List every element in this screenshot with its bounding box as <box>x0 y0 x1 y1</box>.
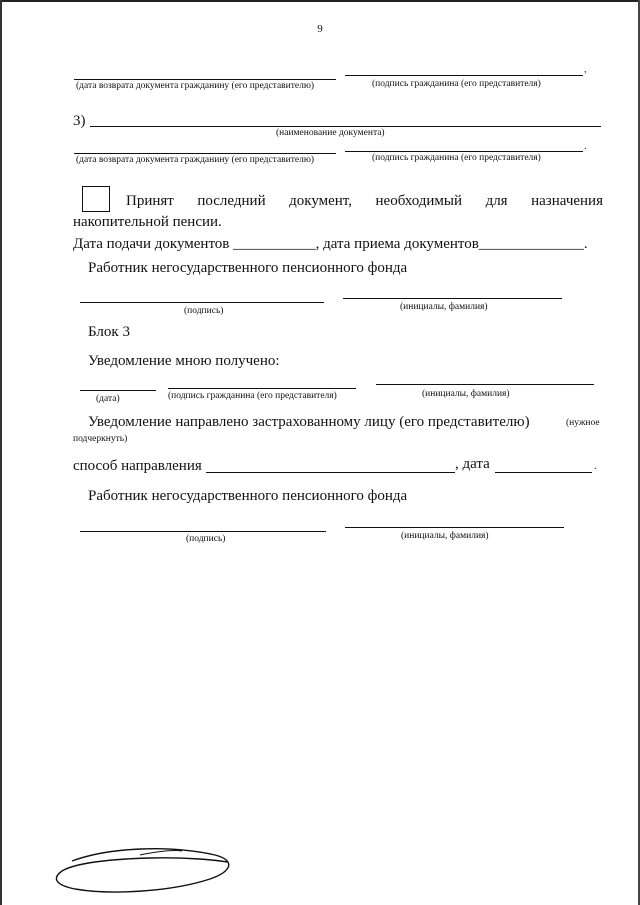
block-3-title: Блок 3 <box>88 324 130 340</box>
item-3-number: 3) <box>73 113 86 129</box>
handwritten-signature <box>50 845 250 897</box>
worker-initials-line-2[interactable] <box>345 527 564 528</box>
accepted-word-4: необходимый <box>375 193 463 209</box>
document-name-line[interactable] <box>90 126 601 127</box>
accepted-text-line-2: накопительной пенсии. <box>73 214 222 230</box>
received-date-line[interactable] <box>80 390 156 391</box>
citizen-signature-caption-1: (подпись гражданина (его представителя) <box>372 79 541 89</box>
received-label: Уведомление мною получено: <box>88 353 280 369</box>
worker-heading-1: Работник негосударственного пенсионного фонда <box>88 260 408 276</box>
page-left-edge <box>0 0 2 905</box>
dot-mark: . <box>584 141 587 152</box>
accepted-text-line-1 <box>126 193 603 210</box>
accepted-word-2: последний <box>197 193 266 209</box>
accepted-word-6: назначения <box>531 193 603 209</box>
citizen-signature-line-2[interactable] <box>345 151 583 152</box>
worker-signature-line-1[interactable] <box>80 302 324 303</box>
received-initials-caption: (инициалы, фамилия) <box>422 389 510 399</box>
received-date-caption: (дата) <box>96 394 120 404</box>
worker-signature-line-2[interactable] <box>80 531 326 532</box>
return-date-line-2[interactable] <box>74 153 336 154</box>
accepted-word-1: Принят <box>126 193 174 209</box>
notification-sent-text: Уведомление направлено застрахованному лицу (его представителю) <box>88 414 530 430</box>
worker-initials-line-1[interactable] <box>343 298 562 299</box>
accepted-word-3: документ, <box>289 193 352 209</box>
worker-signature-caption-1: (подпись) <box>184 306 224 316</box>
received-signature-line[interactable] <box>168 388 356 389</box>
return-date-caption-2: (дата возврата документа гражданину (его представителю) <box>76 155 315 165</box>
accepted-word-5: для <box>485 193 508 209</box>
page-top-edge <box>0 0 640 2</box>
comma-mark: , <box>584 64 587 75</box>
notification-date-label: , дата <box>455 456 490 472</box>
return-date-caption-1: (дата возврата документа гражданину (его представителю) <box>76 81 315 91</box>
accepted-checkbox[interactable] <box>82 186 110 212</box>
notification-date-line[interactable] <box>495 472 592 473</box>
worker-signature-caption-2: (подпись) <box>186 534 226 544</box>
submission-dates-line: Дата подачи документов ___________, дата приема документов______________. <box>73 236 588 252</box>
worker-initials-caption-2: (инициалы, фамилия) <box>401 531 489 541</box>
underline-note-part-1: (нужное <box>566 418 600 428</box>
method-label: способ направления <box>73 458 202 474</box>
received-signature-caption: (подпись гражданина (его представителя) <box>168 391 337 401</box>
underline-note-part-2: подчеркнуть) <box>73 434 128 444</box>
method-input-line[interactable] <box>206 472 455 473</box>
page-number: 9 <box>317 23 323 35</box>
notification-dot: . <box>594 461 597 472</box>
return-date-line-1[interactable] <box>74 79 336 80</box>
citizen-signature-line-1[interactable] <box>345 75 583 76</box>
document-name-caption: (наименование документа) <box>276 128 385 138</box>
worker-initials-caption-1: (инициалы, фамилия) <box>400 302 488 312</box>
worker-heading-2: Работник негосударственного пенсионного фонда <box>88 488 408 504</box>
received-initials-line[interactable] <box>376 384 594 385</box>
citizen-signature-caption-2: (подпись гражданина (его представителя) <box>372 153 541 163</box>
